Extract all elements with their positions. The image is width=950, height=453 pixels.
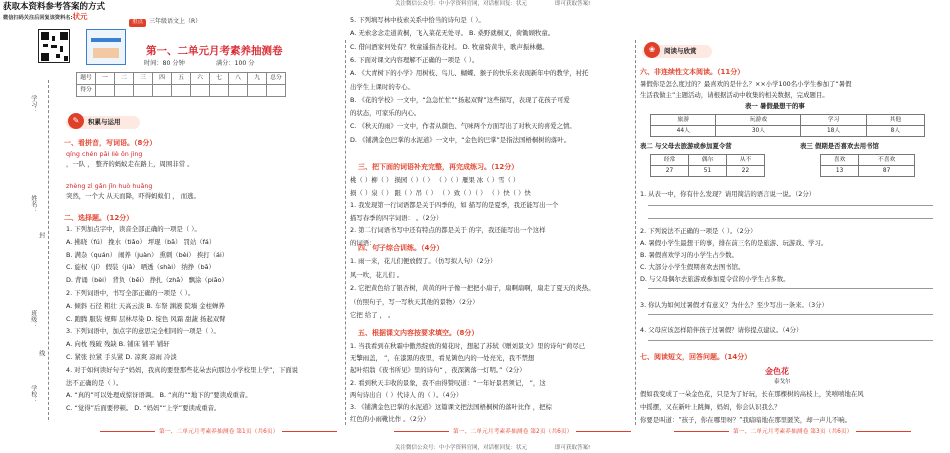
text-line: A. 无索念念走道黄桐，飞入菜花无处寻。 B. 桑野就桐叉，荷锄顾牧童。 xyxy=(350,29,555,38)
text-line: 红色的小雨靴比作 。（2分） xyxy=(350,415,430,424)
question-line: B. 暑假喜欢学习的小学生占少数。 xyxy=(640,251,738,259)
table-1: 旅游 玩游戏 学习 其他 44人 30人 18人 8人 xyxy=(650,114,925,137)
page-3 xyxy=(640,0,945,453)
page-2 xyxy=(350,0,630,453)
section-7-heading: 七、阅读短文，回答问题。（14分） xyxy=(640,353,752,361)
text-line: 3. 下列词语中，加点字的意思完全相同的一项是（ ）。 xyxy=(66,327,220,336)
question-line: A. 暑假小学生最想干的事，排在前三名的是旅游、玩游戏、学习。 xyxy=(640,239,828,247)
top-note-2: 即可获取答案! xyxy=(555,1,591,7)
section-4-heading: 四、句子综合训练。（4分） xyxy=(358,244,444,252)
question-line: 4. 父母应该怎样陪伴孩子过暑假？请你提点建议。（4分） xyxy=(640,326,803,334)
page-divider xyxy=(345,40,346,425)
text-line: 1. 当我看到在秋霜中傲然绽放的菊花时，想起了苏轼《赠刘景文》里的诗句“荷尽已 xyxy=(350,342,586,350)
scan-keyword: 状元 xyxy=(72,12,88,21)
sidebar-label-name: 姓名： xyxy=(29,195,37,213)
text-line: D. 背诵（bèi） 背负（bēi） 挣扎（zhā） 飘涂（piāo） xyxy=(66,276,228,285)
question-line: C. 大部分小学生假期喜欢去图书馆。 xyxy=(640,263,745,271)
page-divider xyxy=(635,40,636,425)
scan-instruction: 微信扫码关注后回复该资料名:状元 xyxy=(3,12,88,21)
question-line: 1. 从表一中，你有什么发现？请用简洁的语言说一说。（2分） xyxy=(640,190,816,198)
page-1-header xyxy=(129,17,201,27)
text-line: 4. 对于如何读好句子“妈妈，我真的要登那些花朵去向那边小学校里上学”，下面说 xyxy=(66,365,299,374)
text-line: 3. 《铺满金色巴掌的水泥道》这篇课文把法国梧桐树的落叶比作 ，把棕 xyxy=(350,403,552,411)
answer-line[interactable] xyxy=(648,288,933,289)
grade-label: 三年级语文上（R） xyxy=(149,18,202,25)
answer-method-title: 获取本资料参考答案的方式 xyxy=(3,2,106,12)
poem-title: 金色花 xyxy=(765,367,789,376)
text-line: 2. 下列词语中，书写全部正确的一项是（ ）。 xyxy=(66,289,195,297)
question-line: 3. 你认为如何过暑假才有意义？为什么？至少写出一条来。（3分） xyxy=(640,301,828,309)
page-footer: 第一、二单元月考素养抽测卷 第1页（共6页） xyxy=(96,428,341,436)
score-cell[interactable] xyxy=(96,85,115,97)
text-line: 起叶绍翁《夜书所见》里的诗句“ ，夜深篱落一灯明。”（2分） xyxy=(350,366,526,375)
key-tag: 重点 xyxy=(129,19,146,27)
pinyin-line: zhèng zì gǎn jǐn huò huǎng xyxy=(66,182,153,190)
text-line: A. 向枕 残破 残缺 B. 铺床 铺平 铺轩 xyxy=(66,340,170,349)
text-line: 假如我变成了一朵金色花，只是为了好玩，长在那棵树的高枝上，笑嘻嘻地在风 xyxy=(640,390,864,398)
table-2: 经常 偶尔 从不 27 51 22 xyxy=(650,154,765,177)
text-line: A. 《大青树下的小学》用树枝、鸟儿、蝴蝶、猴子的快乐来表现新年中的教学，衬托 xyxy=(350,69,589,78)
page-footer: 第一、二单元月考素养抽测卷 第2页（共6页） xyxy=(390,428,635,436)
text-line: 中摇摆，又在新叶上跳舞，妈妈，你会认识我么？ xyxy=(640,403,781,411)
s6-intro: 生活我做主”主题活动，请根据活动中收集的相关数据，完成题目。 xyxy=(640,91,829,99)
score-table: 题号 一 二 三 四 五 六 七 八 九 总分 得分 xyxy=(76,72,286,97)
text-line: 2. 第二行词语书写中还有特点的都是关于 的字，我还能写出一个这样 xyxy=(350,226,546,234)
text-line: 法不正确的是（ ）。 xyxy=(66,378,123,387)
text-line: A. 倾斜 石径 粗壮 天高云淡 B. 车祭 渊液 院墙 金柱蝉养 xyxy=(66,301,225,310)
text-line: 的词语： 。 xyxy=(350,238,384,247)
section-2-heading: 二、选择题。（12分） xyxy=(64,214,134,222)
exam-time: 时间：80 分钟 xyxy=(144,60,185,67)
top-note: 关注微信公众号：中小学资料官网，对话框回复：状元 xyxy=(395,1,528,7)
table-1-title: 表一 暑假最想干的事 xyxy=(745,102,805,110)
section-banner-accumulate: ✎ 积累与运用 xyxy=(66,116,140,129)
section-6-heading: 六、非连续性文本阅读。（11分） xyxy=(640,68,745,76)
section-3-heading: 三、把下面的词语补充完整，再完成练习。（12分） xyxy=(358,163,519,171)
text-line: 出学生上课时的专心。 xyxy=(350,82,414,91)
text-line: 你要是叫道：“孩子，你在哪里呀？”我暗暗地在那里匿笑，却一声儿不响。 xyxy=(640,416,852,424)
page-title: 第一、二单元月考素养抽测卷 xyxy=(146,45,283,57)
answer-line[interactable] xyxy=(648,340,933,341)
book-icon: ❀ xyxy=(644,42,660,58)
s1-line: ，一队 ， 整齐的蚂蚁走在路上，周围非常 。 xyxy=(66,160,194,168)
text-line: C. 跑腾 服装 规辉 层林尽染 D. 绽色 风霜 甜蔬 扬起双臂 xyxy=(66,314,226,323)
text-line: 桃（ ）柳（ ） 损园（ ）（ ） （ ）（ ）雁果 冰（ ）雪（ ） xyxy=(350,176,520,184)
section-banner-reading: ❀ 阅读与欣赏 xyxy=(642,45,712,58)
sidebar-label-study: 学习： xyxy=(29,95,37,113)
text-line: 的状态，可家乐的内心。 xyxy=(350,109,421,118)
seal-line xyxy=(48,80,49,420)
sidebar-label-line: 线 xyxy=(37,350,45,356)
s6-intro: 暑假你是怎么度过的？最喜欢的是什么？××小学100名小学生参加了“暑假 xyxy=(640,80,852,88)
text-line: 6. 下面对课文内容理解不正确的一项是（ ）。 xyxy=(350,55,479,64)
text-line: 2. 它把黄色给了银杏树，黄黄的叶子像一把把小扇子，扇啊扇啊，扇走了夏天的炎热。 xyxy=(350,284,595,292)
text-line: 风一吹，花儿们 。 xyxy=(350,270,404,279)
poem-author: 泰戈尔 xyxy=(774,379,791,385)
text-line: 1. 下列加点字中，读音全部正确的一项是（ ）。 xyxy=(66,225,201,233)
text-line: B. 满杂（quán） 闹养（juàn） 熏刺（bèi） 挨打（ái） xyxy=(66,250,229,259)
text-line: C. 旋权（jí） 假装（jiǎ） 晒透（shài） 纳挣（bā） xyxy=(66,263,215,272)
text-line: 它把 给了 ， 。 xyxy=(350,311,395,319)
text-line: C. 借问酒家何处有？牧童遥指杏花村。 D. 牧童骑黄牛，歌声振林樾。 xyxy=(350,42,549,51)
pen-icon: ✎ xyxy=(68,113,84,129)
s1-line: 突然，一个大 从天而降，吓得蚂蚁们 ， 而逃。 xyxy=(66,192,200,200)
section-1-heading: 一、看拼音，写词语。（8分） xyxy=(64,139,157,147)
full-score: 满分：100 分 xyxy=(216,60,255,67)
page-1 xyxy=(56,0,336,453)
question-line: D. 与父母偶尔去旅游或参加夏令营的小学生占多数。 xyxy=(640,275,790,283)
text-line: 描写春季的四字词语： 。（2分） xyxy=(350,213,443,222)
section-5-heading: 五、根据课文内容按要求填空。（8分） xyxy=(358,329,479,337)
text-line: 两句诗出自（ ）代诗人 的（ ）。（4分） xyxy=(350,390,463,399)
text-line: A. “真的”可以处理成惊讶语调。 B. “真的”“地下的”要读成重音。 xyxy=(66,391,252,400)
sidebar-label-seal: 封 xyxy=(37,232,45,238)
pinyin-line: qíng chén pāi liè ōn jìng xyxy=(66,150,143,158)
table-3-title: 表三 假期是否喜欢去用书馆 xyxy=(800,142,879,150)
text-line: 1. 我发现第一行词语都是关于四季的，如 描写的是夏季，我还能写出一个 xyxy=(350,201,559,209)
text-line: C. 紧张 拉紧 手头紧 D. 凉爽 凉雨 冷淡 xyxy=(66,353,177,361)
sidebar-label-school: 学校： xyxy=(29,385,37,403)
page-footer: 第一、二单元月考素养抽测卷 第3页（共6页） xyxy=(670,428,915,436)
bottom-note: 关注微信公众号：中小学资料官网，对话框回复：状元 xyxy=(395,445,528,451)
text-line: B. 《花的学校》一文中，“急急忙忙”“扬起双臂”这些描写，表现了花孩子可爱 xyxy=(350,95,570,104)
text-line: C. “觉得”后面要停顿。 D. “妈妈”“上学”要读成重音。 xyxy=(66,404,221,413)
text-line: D. 《铺满金色巴掌的水泥道》一文中，“金色的巴掌”是指法国梧桐树的落叶。 xyxy=(350,135,571,144)
question-line: 2. 下列说法不正确的一项是（ ）。（2分） xyxy=(640,227,757,235)
text-line: A. 拂晓（fú） 挽水（tiǎo） 坪琨（bā） 罚站（fá） xyxy=(66,237,216,246)
text-line: 1. 雨一来，花儿们便放假了。（仿写拟人句）（2分） xyxy=(350,257,497,265)
table-2-title: 表二 与父母去旅游或参加夏令营 xyxy=(640,142,732,150)
answer-line[interactable] xyxy=(648,205,933,206)
text-line: 无擎雨盖， ”，在漆黑的夜里，看见篱色内的一处亮光，我不禁想 xyxy=(350,354,535,363)
answer-line[interactable] xyxy=(648,218,933,219)
bottom-note-2: 即可获取答案! xyxy=(555,445,591,451)
answer-line[interactable] xyxy=(648,314,933,315)
sidebar-label-class: 班级： xyxy=(29,310,37,328)
text-line: 2. 看到秋天丰收的景象，我不由得赞叹道：“一年好景君须记， ”，这 xyxy=(350,378,546,387)
text-line: 5. 下列填写林中枝索关系中恰当的诗句是（ ）。 xyxy=(350,16,485,24)
text-line: （仿照句子，写一写秋天其他的景物）（2分） xyxy=(350,297,479,306)
text-line: C. 《秋天的雨》一文中，作者从颜色、气味两个方面写出了对秋天的喜爱之情。 xyxy=(350,122,576,131)
text-line: 损（ ）泉（ ） 跟（ ）吊（ ） （ ）致（ ）（ ） （ ）快（ ）快 xyxy=(350,188,531,197)
table-3: 喜欢 不喜欢 13 87 xyxy=(820,154,915,177)
